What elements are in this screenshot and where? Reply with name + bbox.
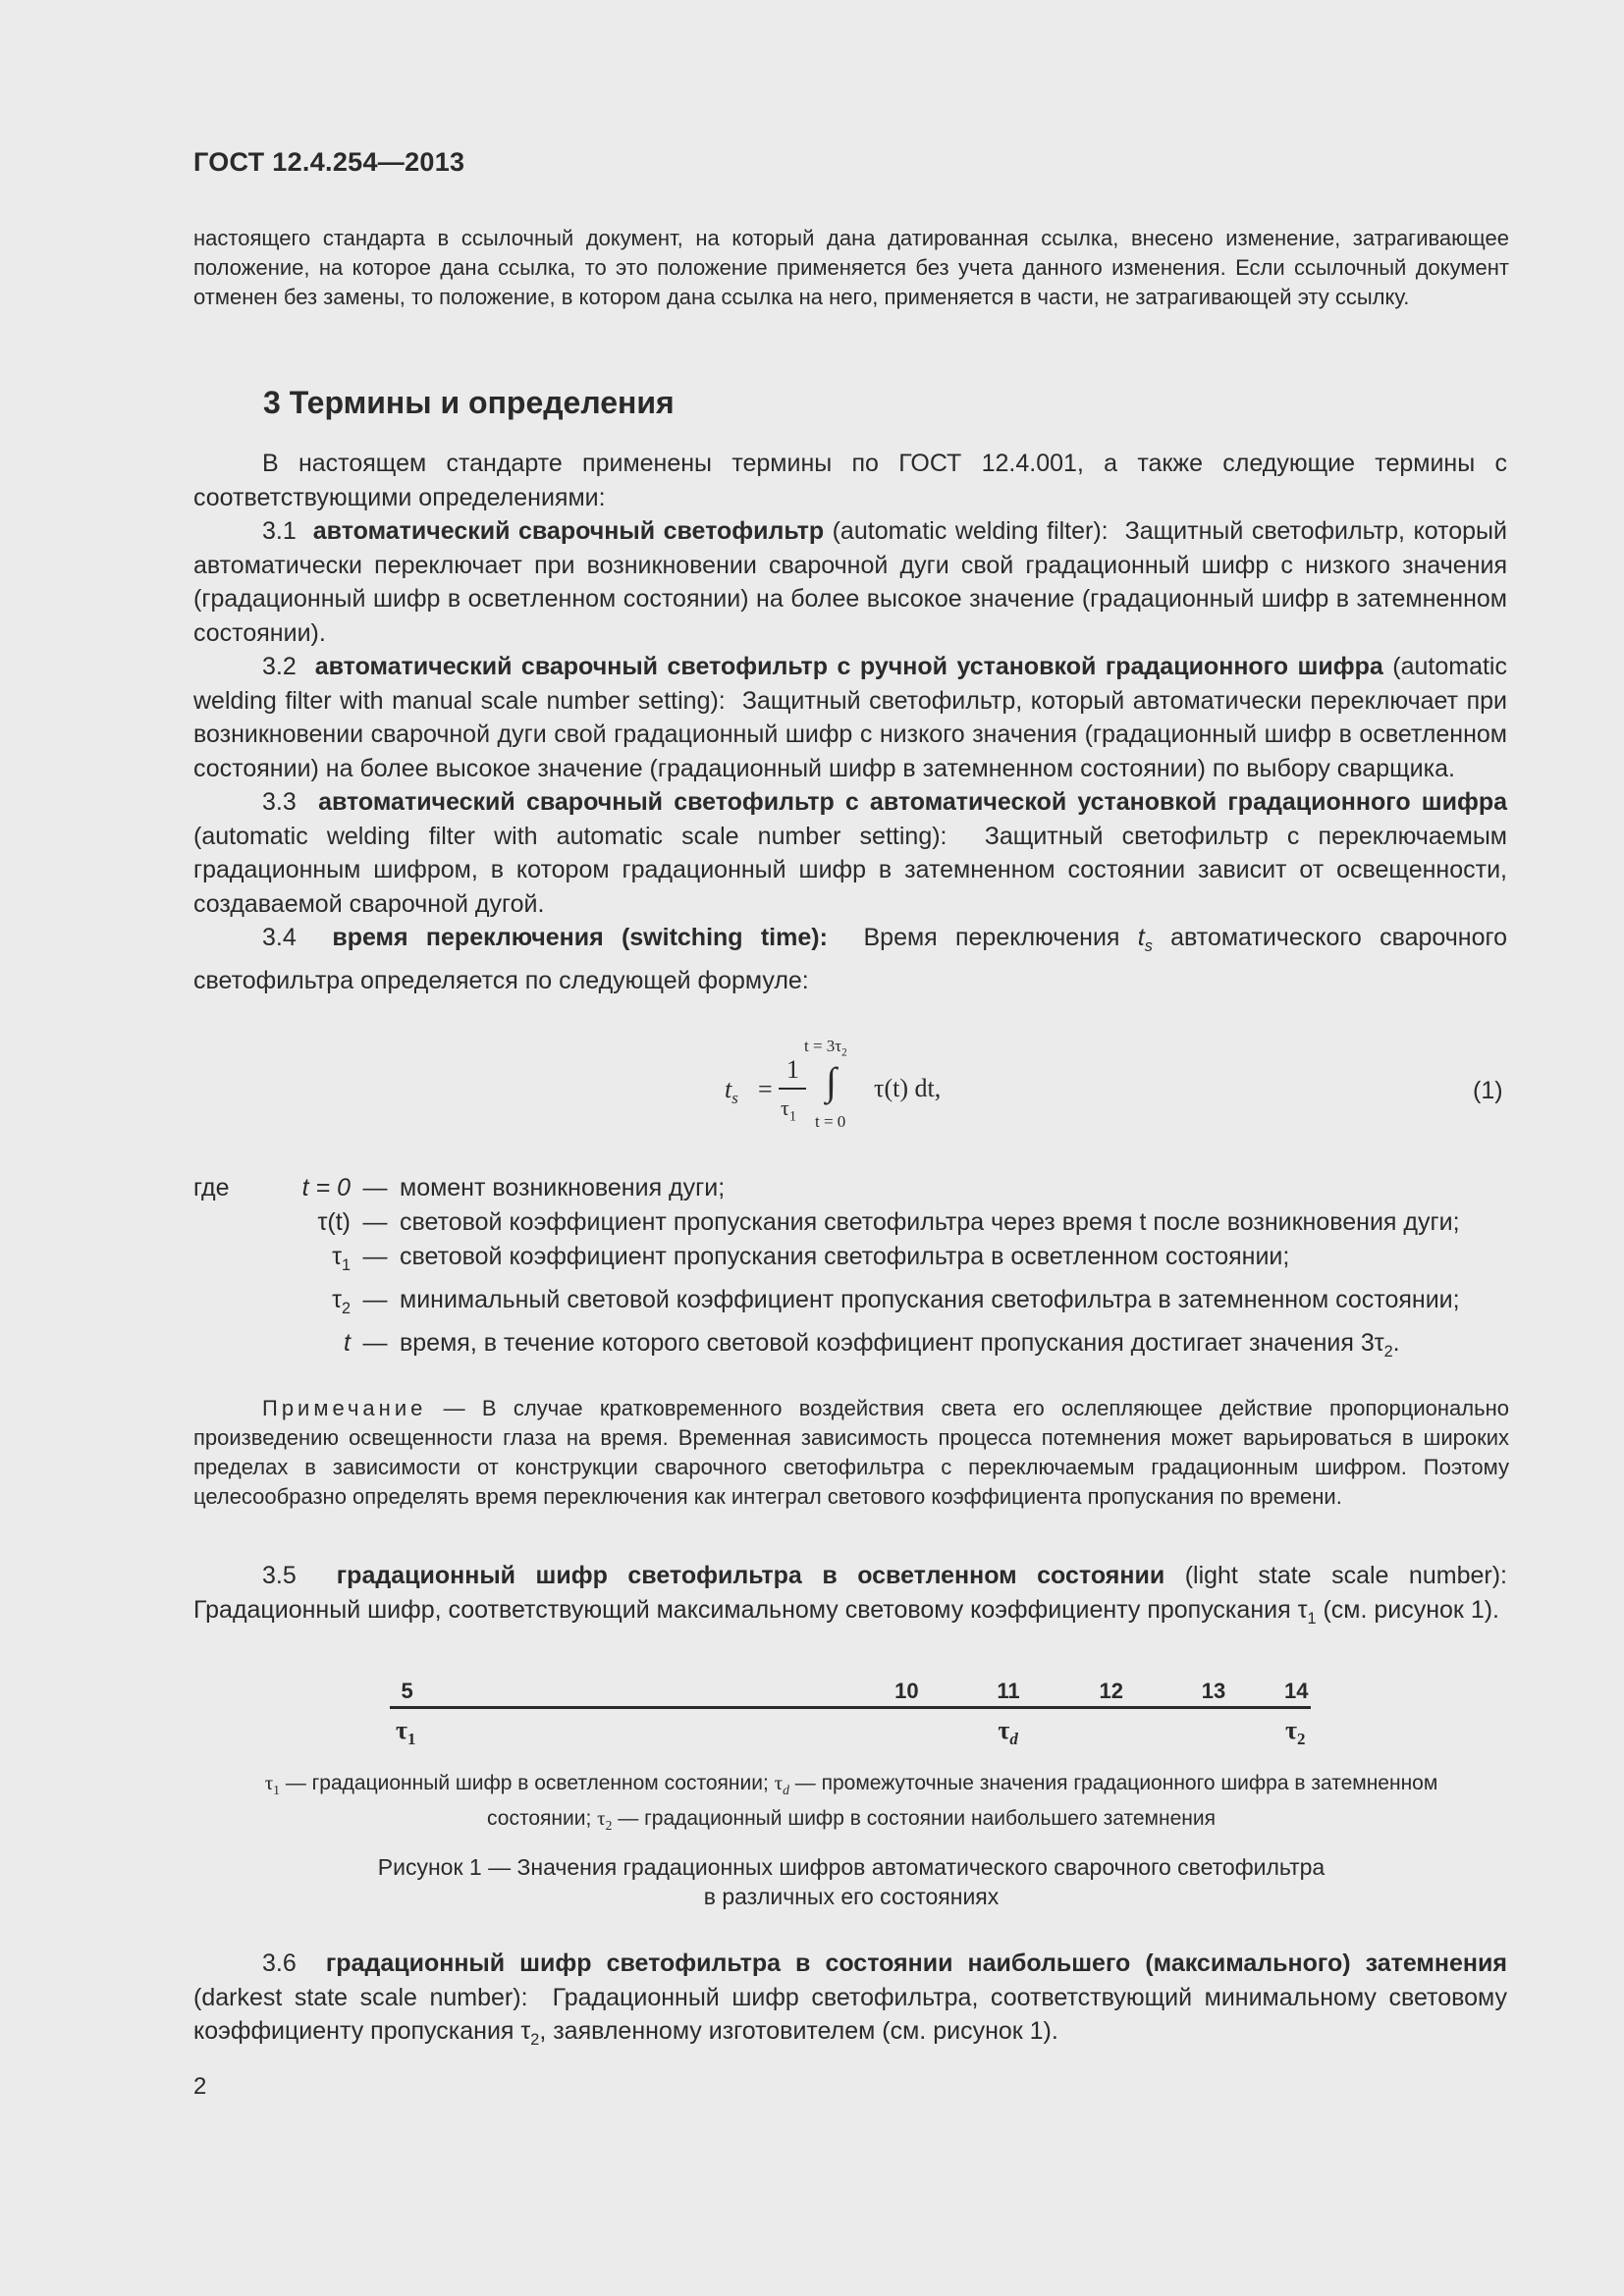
dash: — — [362, 1243, 388, 1270]
scale-tick-label: 10 — [894, 1679, 919, 1703]
definition-subscript: 2 — [1383, 1343, 1393, 1361]
den-subscript: 1 — [788, 1108, 796, 1125]
where-intro: где — [193, 1174, 230, 1201]
upper-limit-sub: 2 — [841, 1046, 847, 1059]
legend-text: — промежуточные значения градационного шифра в затемненном — [794, 1772, 1438, 1794]
fraction-denominator — [781, 1095, 796, 1125]
note-paragraph — [193, 1394, 1509, 1512]
term-number: 3.3 — [262, 788, 297, 816]
symbol-text: τ — [332, 1286, 342, 1313]
legend-line-2 — [193, 1804, 1509, 1840]
term-3-1 — [193, 514, 1507, 650]
term-number: 3.6 — [262, 1949, 297, 1977]
term-name: градационный шифр светофильтра в состоянии наибольшего (максимального) затемнения — [325, 1949, 1507, 1977]
lhs-symbol: t — [725, 1075, 732, 1103]
definition-row — [193, 1283, 1509, 1326]
den-symbol: τ — [781, 1095, 789, 1120]
definition-text: момент возникновения дуги; — [400, 1174, 726, 1201]
term-3-4 — [193, 921, 1507, 997]
definition-symbol: t — [344, 1329, 351, 1357]
term-english: (automatic welding filter with manual scale number setting): — [193, 653, 1507, 715]
definition-end: . — [1392, 1329, 1400, 1357]
definition-row — [193, 1171, 1509, 1205]
term-3-5 — [193, 1559, 1507, 1635]
term-number: 3.1 — [262, 517, 297, 545]
term-name: автоматический сварочный светофильтр с ручной установкой градационного шифра — [314, 653, 1383, 680]
definition-text: световой коэффициент пропускания светофильтра в осветленном состоянии; — [400, 1243, 1290, 1270]
lhs-subscript: s — [731, 1089, 738, 1108]
figure-caption — [193, 1852, 1509, 1911]
figure-title-line-1: Рисунок 1 — Значения градационных шифров автоматического сварочного светофильтра — [377, 1854, 1326, 1880]
figure-title-line-2: в различных его состояниях — [703, 1884, 1000, 1909]
legend-text: — градационный шифр в осветленном состоянии; — [285, 1772, 769, 1794]
definition-row — [193, 1205, 1509, 1240]
legend-tau2: $\tau_2$ — [597, 1806, 613, 1834]
term-number: 3.4 — [262, 924, 297, 951]
term-english: (light state scale number): — [1184, 1562, 1507, 1589]
term-3-2 — [193, 650, 1507, 785]
definition-row — [193, 1326, 1509, 1369]
term-paragraph — [193, 1559, 1507, 1635]
definition-text: минимальный световой коэффициент пропускания светофильтра в затемненном состоянии; — [400, 1286, 1460, 1313]
integral-sign-icon: ∫ — [826, 1059, 837, 1103]
scale-tick-label: 11 — [997, 1679, 1020, 1703]
term-english: (automatic welding filter with automatic scale number setting): — [193, 822, 947, 850]
symbol-definitions — [193, 1171, 1509, 1369]
scale-tick-label: 14 — [1284, 1679, 1309, 1703]
legend-text: — градационный шифр в состоянии наибольшего затемнения — [618, 1807, 1216, 1831]
symbol-subscript: 2 — [530, 2031, 540, 2049]
term-definition: Защитный светофильтр с переключаемым градационным шифром, в котором градационный шифр в затемненном состоянии зависит от освещенности, создаваемой сварочной дугой. — [193, 822, 1507, 918]
note-label: Примечание — [262, 1396, 427, 1420]
legend-line-1 — [193, 1769, 1509, 1804]
equals-sign: = — [758, 1075, 773, 1103]
term-english: (darkest state scale number): — [193, 1983, 528, 2011]
symbol-subscript: 2 — [341, 1300, 351, 1317]
document-header: ГОСТ 12.4.254—2013 — [193, 147, 465, 177]
term-definition-end: автоматического сварочного светофильтра определяется по следующей формуле: — [193, 924, 1507, 994]
formula-number: (1) — [1473, 1077, 1503, 1104]
term-definition-end: , заявленному изготовителем (см. рисунок 1). — [539, 2017, 1058, 2045]
symbol-text: τ — [332, 1243, 342, 1270]
formula-lhs — [725, 1075, 738, 1108]
scale-tick-label: 5 — [401, 1679, 413, 1703]
scale-tau-label: $\tau_2$ — [1285, 1716, 1306, 1749]
upper-limit: t = 3τ — [804, 1037, 842, 1055]
term-name: время переключения (switching time): — [332, 924, 828, 951]
symbol-subscript: s — [1144, 937, 1153, 955]
symbol: t — [1137, 924, 1145, 951]
scale-figure — [390, 1677, 1313, 1749]
definition-text — [400, 1326, 1509, 1369]
term-name: автоматический сварочный светофильтр с автоматической установкой градационного шифра — [318, 788, 1507, 816]
dash: — — [362, 1329, 388, 1357]
definition-symbol: τ(t) — [317, 1208, 351, 1236]
scale-axis-line — [390, 1706, 1311, 1709]
fraction-numerator: 1 — [786, 1055, 799, 1084]
term-number: 3.5 — [262, 1562, 297, 1589]
fraction-bar — [779, 1088, 806, 1090]
term-3-6 — [193, 1947, 1507, 2057]
term-3-3 — [193, 785, 1507, 921]
integral-upper-limit — [804, 1037, 847, 1058]
scale-tau-label: $\tau_d$ — [998, 1716, 1018, 1749]
term-definition: Защитный светофильтр, который автоматически переключает при возникновении сварочной дуги свой градационный шифр с низкого значения (градационный шифр в осветленном состоянии) на более высокое значение (градационный шифр в затемненном состоянии) по выбору сварщика. — [193, 686, 1507, 782]
definition-symbol — [193, 1171, 351, 1205]
term-definition: Градационный шифр, соответствующий максимальному световому коэффициенту пропускания τ — [193, 1595, 1308, 1624]
section-title: 3 Термины и определения — [263, 385, 675, 420]
formula-1 — [722, 1037, 977, 1139]
scale-tau-label: $\tau_1$ — [396, 1716, 416, 1749]
symbol-text: t = 0 — [301, 1174, 351, 1201]
definition-symbol — [193, 1240, 351, 1283]
symbol-subscript: 1 — [341, 1256, 351, 1274]
term-definition: Защитный светофильтр, который автоматически переключает при возникновении сварочной дуги свой градационный шифр с низкого значения (градационный шифр в осветленном состоянии) на более высокое значение (градационный шифр в затемненном состоянии). — [193, 517, 1507, 647]
dash: — — [362, 1286, 388, 1313]
dash: — — [362, 1174, 388, 1201]
term-name: автоматический сварочный светофильтр — [312, 517, 825, 545]
term-definition: Градационный шифр светофильтра, соответствующий минимальному световому коэффициенту пропускания τ — [193, 1983, 1507, 2045]
page-number: 2 — [193, 2073, 207, 2100]
term-name: градационный шифр светофильтра в осветленном состоянии — [336, 1562, 1165, 1589]
note-text: — В случае кратковременного воздействия света его ослепляющее действие пропорционально произведению освещенности глаза на время. Временная зависимость процесса потемнения может варьироваться в широких пределах в зависимости от конструкции сварочного светофильтра с переключаемым градационным шифром. Поэтому целесообразно определять время переключения как интеграл светового коэффициента пропускания по времени. — [193, 1396, 1509, 1509]
intro-paragraph: настоящего стандарта в ссылочный документ, на который дана датированная ссылка, внесено изменение, затрагивающее положение, на которое дана ссылка, то это положение применяется без учета данного изменения. Если ссылочный документ отменен без замены, то положение, в котором дана ссылка на него, применяется в части, не затрагивающей эту ссылку. — [193, 226, 1509, 309]
dash: — — [362, 1208, 388, 1236]
definition-row — [193, 1240, 1509, 1283]
legend-taud: $\tau_d$ — [774, 1771, 789, 1798]
definition-symbol — [193, 1283, 351, 1326]
figure-legend — [193, 1769, 1509, 1840]
legend-tau1: $\tau_1$ — [264, 1771, 280, 1798]
legend-text: состоянии; — [487, 1807, 592, 1831]
symbol-subscript: 1 — [1307, 1609, 1317, 1628]
term-paragraph — [193, 1947, 1507, 2057]
term-definition-end: (см. рисунок 1). — [1323, 1595, 1499, 1624]
definition-text: световой коэффициент пропускания светофильтра через время t после возникновения дуги; — [400, 1208, 1460, 1236]
term-english: (automatic welding filter): — [832, 517, 1109, 545]
scale-tick-label: 12 — [1099, 1679, 1124, 1703]
scale-tick-label: 13 — [1201, 1679, 1226, 1703]
definition-main: время, в течение которого световой коэффициент пропускания достигает значения 3τ — [400, 1329, 1384, 1357]
term-number: 3.2 — [262, 653, 297, 680]
section-lead: В настоящем стандарте применены термины по ГОСТ 12.4.001, а также следующие термины с соответствующими определениями: — [193, 450, 1507, 511]
integral-lower-limit: t = 0 — [815, 1112, 846, 1131]
terms-block — [193, 447, 1507, 997]
term-definition: Время переключения — [863, 924, 1120, 951]
integrand: τ(t) dt, — [874, 1074, 942, 1102]
